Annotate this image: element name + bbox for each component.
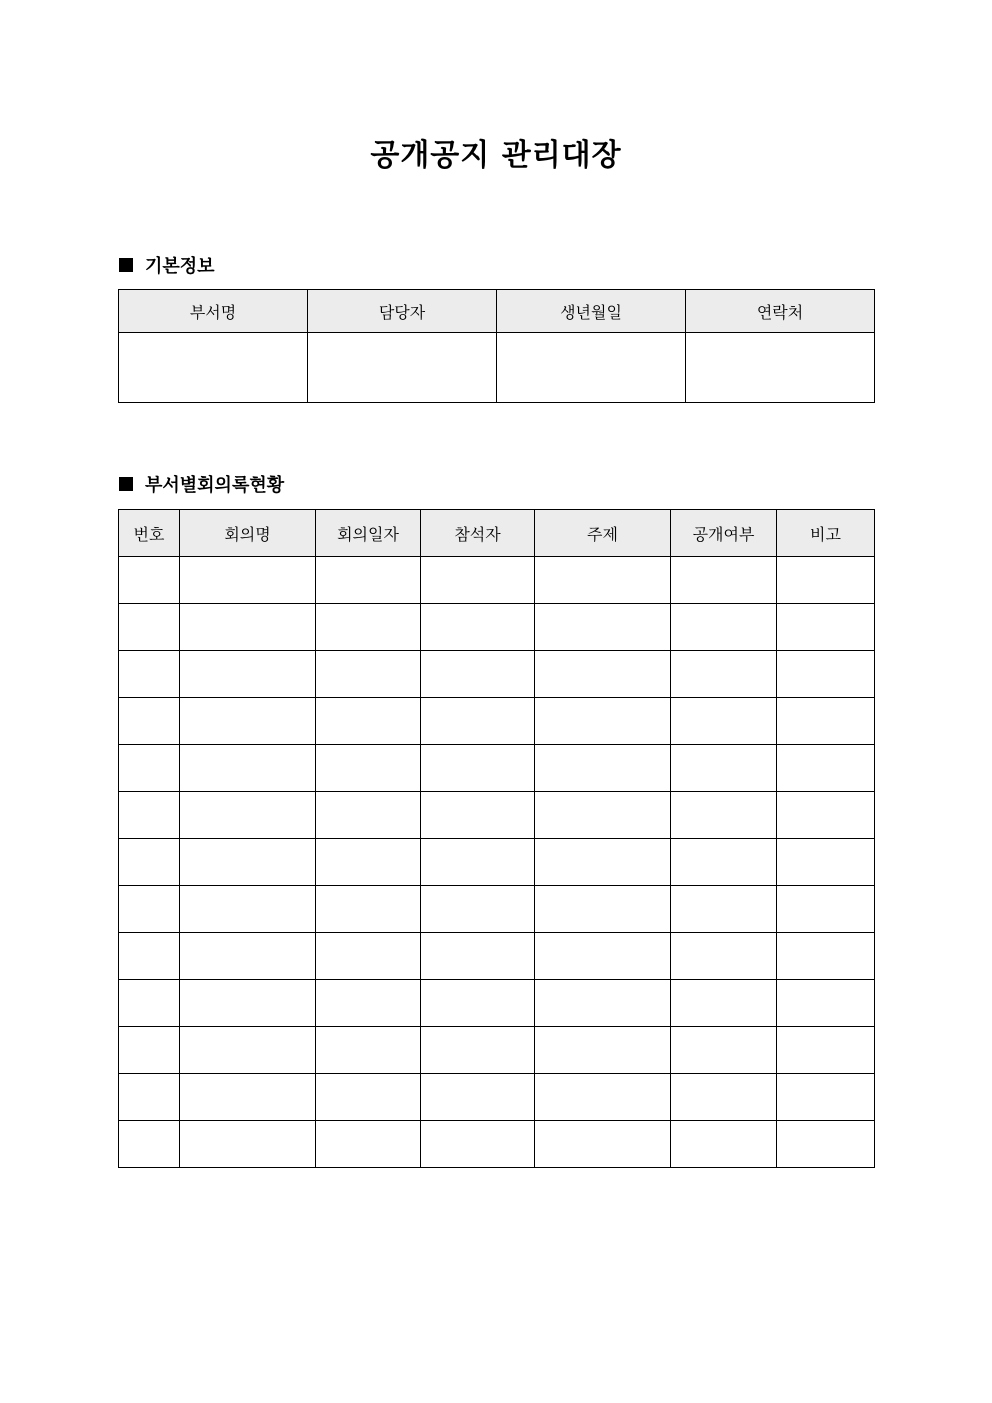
- attendees-cell[interactable]: [421, 698, 535, 745]
- table-row: [119, 1121, 875, 1168]
- disclosure-cell[interactable]: [671, 557, 777, 604]
- disclosure-cell[interactable]: [671, 980, 777, 1027]
- remarks-cell[interactable]: [777, 698, 875, 745]
- disclosure-cell[interactable]: [671, 886, 777, 933]
- disclosure-cell[interactable]: [671, 1027, 777, 1074]
- column-header-manager: 담당자: [308, 290, 497, 333]
- attendees-cell[interactable]: [421, 651, 535, 698]
- column-header-disclosure: 공개여부: [671, 510, 777, 557]
- topic-cell[interactable]: [535, 792, 671, 839]
- remarks-cell[interactable]: [777, 1027, 875, 1074]
- number-cell[interactable]: [119, 1027, 180, 1074]
- topic-cell[interactable]: [535, 557, 671, 604]
- meeting-date-cell[interactable]: [316, 792, 421, 839]
- column-header-attendees: 참석자: [421, 510, 535, 557]
- meeting-date-cell[interactable]: [316, 933, 421, 980]
- meeting-date-cell[interactable]: [316, 1027, 421, 1074]
- birthdate-cell[interactable]: [497, 333, 686, 403]
- meeting-name-cell[interactable]: [180, 792, 316, 839]
- meeting-date-cell[interactable]: [316, 886, 421, 933]
- number-cell[interactable]: [119, 933, 180, 980]
- column-header-remarks: 비고: [777, 510, 875, 557]
- remarks-cell[interactable]: [777, 980, 875, 1027]
- topic-cell[interactable]: [535, 745, 671, 792]
- table-row: [119, 745, 875, 792]
- meeting-name-cell[interactable]: [180, 1027, 316, 1074]
- meeting-name-cell[interactable]: [180, 604, 316, 651]
- topic-cell[interactable]: [535, 651, 671, 698]
- attendees-cell[interactable]: [421, 1121, 535, 1168]
- meeting-name-cell[interactable]: [180, 557, 316, 604]
- number-cell[interactable]: [119, 604, 180, 651]
- contact-cell[interactable]: [686, 333, 875, 403]
- remarks-cell[interactable]: [777, 886, 875, 933]
- topic-cell[interactable]: [535, 1027, 671, 1074]
- attendees-cell[interactable]: [421, 1027, 535, 1074]
- disclosure-cell[interactable]: [671, 1121, 777, 1168]
- number-cell[interactable]: [119, 839, 180, 886]
- attendees-cell[interactable]: [421, 745, 535, 792]
- table-header-row: [119, 290, 875, 333]
- meeting-date-cell[interactable]: [316, 745, 421, 792]
- attendees-cell[interactable]: [421, 886, 535, 933]
- meeting-date-cell[interactable]: [316, 1074, 421, 1121]
- meeting-name-cell[interactable]: [180, 839, 316, 886]
- attendees-cell[interactable]: [421, 839, 535, 886]
- disclosure-cell[interactable]: [671, 792, 777, 839]
- table-row: [119, 792, 875, 839]
- remarks-cell[interactable]: [777, 604, 875, 651]
- number-cell[interactable]: [119, 1121, 180, 1168]
- meeting-name-cell[interactable]: [180, 745, 316, 792]
- disclosure-cell[interactable]: [671, 651, 777, 698]
- meeting-name-cell[interactable]: [180, 698, 316, 745]
- meeting-table-body: [119, 557, 875, 1168]
- remarks-cell[interactable]: [777, 792, 875, 839]
- column-header-topic: 주제: [535, 510, 671, 557]
- meeting-name-cell[interactable]: [180, 1121, 316, 1168]
- meeting-name-cell[interactable]: [180, 651, 316, 698]
- table-row: [119, 1027, 875, 1074]
- table-row: [119, 1074, 875, 1121]
- attendees-cell[interactable]: [421, 792, 535, 839]
- topic-cell[interactable]: [535, 604, 671, 651]
- column-header-department: 부서명: [119, 290, 308, 333]
- table-row: [119, 698, 875, 745]
- disclosure-cell[interactable]: [671, 604, 777, 651]
- column-header-number: 번호: [119, 510, 180, 557]
- disclosure-cell[interactable]: [671, 1074, 777, 1121]
- table-row: [119, 651, 875, 698]
- remarks-cell[interactable]: [777, 839, 875, 886]
- section-heading-label: 기본정보: [145, 256, 215, 277]
- attendees-cell[interactable]: [421, 980, 535, 1027]
- meeting-date-cell[interactable]: [316, 557, 421, 604]
- square-bullet-icon: [119, 258, 133, 272]
- remarks-cell[interactable]: [777, 745, 875, 792]
- number-cell[interactable]: [119, 698, 180, 745]
- column-header-meeting-date: 회의일자: [316, 510, 421, 557]
- number-cell[interactable]: [119, 557, 180, 604]
- table-row: [119, 604, 875, 651]
- manager-cell[interactable]: [308, 333, 497, 403]
- department-cell[interactable]: [119, 333, 308, 403]
- disclosure-cell[interactable]: [671, 933, 777, 980]
- section-heading-basic-info: [119, 253, 215, 277]
- meeting-date-cell[interactable]: [316, 1121, 421, 1168]
- remarks-cell[interactable]: [777, 1074, 875, 1121]
- square-bullet-icon: [119, 477, 133, 491]
- meeting-date-cell[interactable]: [316, 698, 421, 745]
- column-header-birthdate: 생년월일: [497, 290, 686, 333]
- meeting-date-cell[interactable]: [316, 980, 421, 1027]
- disclosure-cell[interactable]: [671, 839, 777, 886]
- meeting-name-cell[interactable]: [180, 1074, 316, 1121]
- remarks-cell[interactable]: [777, 651, 875, 698]
- column-header-meeting-name: 회의명: [180, 510, 316, 557]
- meeting-records-table: [118, 509, 875, 1168]
- table-row: [119, 557, 875, 604]
- meeting-date-cell[interactable]: [316, 651, 421, 698]
- meeting-name-cell[interactable]: [180, 886, 316, 933]
- column-header-contact: 연락처: [686, 290, 875, 333]
- number-cell[interactable]: [119, 792, 180, 839]
- meeting-date-cell[interactable]: [316, 839, 421, 886]
- attendees-cell[interactable]: [421, 933, 535, 980]
- topic-cell[interactable]: [535, 839, 671, 886]
- topic-cell[interactable]: [535, 1121, 671, 1168]
- table-row: [119, 933, 875, 980]
- topic-cell[interactable]: [535, 1074, 671, 1121]
- topic-cell[interactable]: [535, 980, 671, 1027]
- number-cell[interactable]: [119, 1074, 180, 1121]
- disclosure-cell[interactable]: [671, 745, 777, 792]
- table-row: [119, 980, 875, 1027]
- attendees-cell[interactable]: [421, 604, 535, 651]
- table-header-row: [119, 510, 875, 557]
- number-cell[interactable]: [119, 651, 180, 698]
- table-row: [119, 886, 875, 933]
- remarks-cell[interactable]: [777, 1121, 875, 1168]
- remarks-cell[interactable]: [777, 557, 875, 604]
- topic-cell[interactable]: [535, 886, 671, 933]
- topic-cell[interactable]: [535, 933, 671, 980]
- basic-info-table: [118, 289, 875, 403]
- table-row: [119, 839, 875, 886]
- document-title: 공개공지 관리대장: [370, 138, 622, 173]
- remarks-cell[interactable]: [777, 933, 875, 980]
- meeting-date-cell[interactable]: [316, 604, 421, 651]
- attendees-cell[interactable]: [421, 1074, 535, 1121]
- section-heading-label: 부서별회의록현황: [145, 475, 285, 496]
- number-cell[interactable]: [119, 886, 180, 933]
- meeting-name-cell[interactable]: [180, 980, 316, 1027]
- number-cell[interactable]: [119, 745, 180, 792]
- disclosure-cell[interactable]: [671, 698, 777, 745]
- meeting-name-cell[interactable]: [180, 933, 316, 980]
- section-heading-meetings: [119, 472, 284, 496]
- topic-cell[interactable]: [535, 698, 671, 745]
- attendees-cell[interactable]: [421, 557, 535, 604]
- table-row: [119, 333, 875, 403]
- number-cell[interactable]: [119, 980, 180, 1027]
